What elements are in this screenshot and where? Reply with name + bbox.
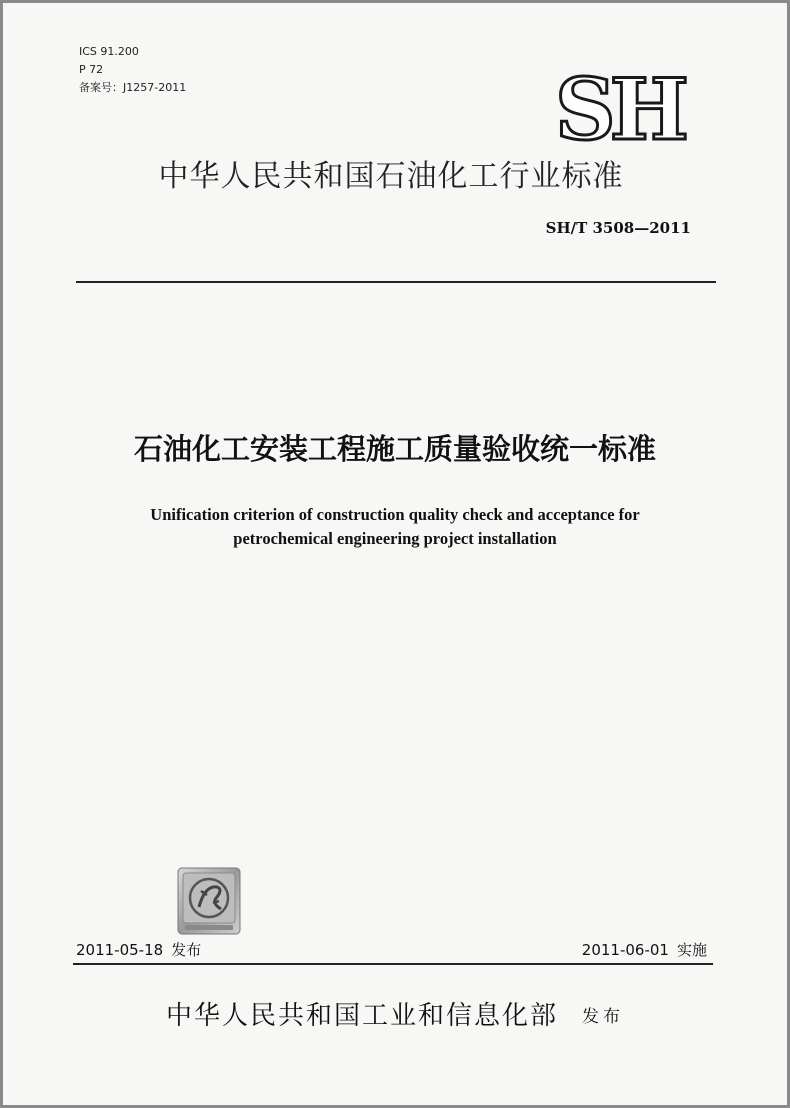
classification-block	[79, 43, 186, 97]
english-title-line-1: Unification criterion of construction quality check and acceptance for	[150, 505, 640, 524]
effective-date: 2011-06-01	[581, 941, 669, 959]
industry-standard-heading: 中华人民共和国石油化工行业标准	[158, 159, 624, 194]
english-title-line-2: petrochemical engineering project installation	[233, 529, 557, 548]
sh-logo-text: SH	[554, 73, 684, 145]
effective-date-block	[582, 939, 707, 960]
issuer-action: 发布	[582, 1007, 624, 1027]
document-title-chinese: 石油化工安装工程施工质量验收统一标准	[133, 432, 656, 466]
effective-label: 实施	[676, 941, 707, 959]
record-number: 备案号：J1257-2011	[79, 81, 187, 94]
issue-date: 2011-05-18	[76, 941, 164, 959]
ics-code: ICS 91.200	[79, 45, 139, 58]
issue-date-block	[76, 939, 201, 960]
document-title-english	[43, 503, 747, 551]
issuing-authority	[63, 995, 727, 1032]
p-code: P 72	[79, 63, 104, 76]
publisher-seal-icon	[177, 867, 241, 935]
bottom-divider	[73, 963, 713, 965]
sh-logo-icon	[539, 73, 699, 145]
standard-number: SH/T 3508—2011	[545, 219, 691, 237]
issue-label: 发布	[171, 941, 202, 959]
top-divider	[76, 281, 716, 283]
issuer-name: 中华人民共和国工业和信息化部	[165, 1001, 558, 1031]
